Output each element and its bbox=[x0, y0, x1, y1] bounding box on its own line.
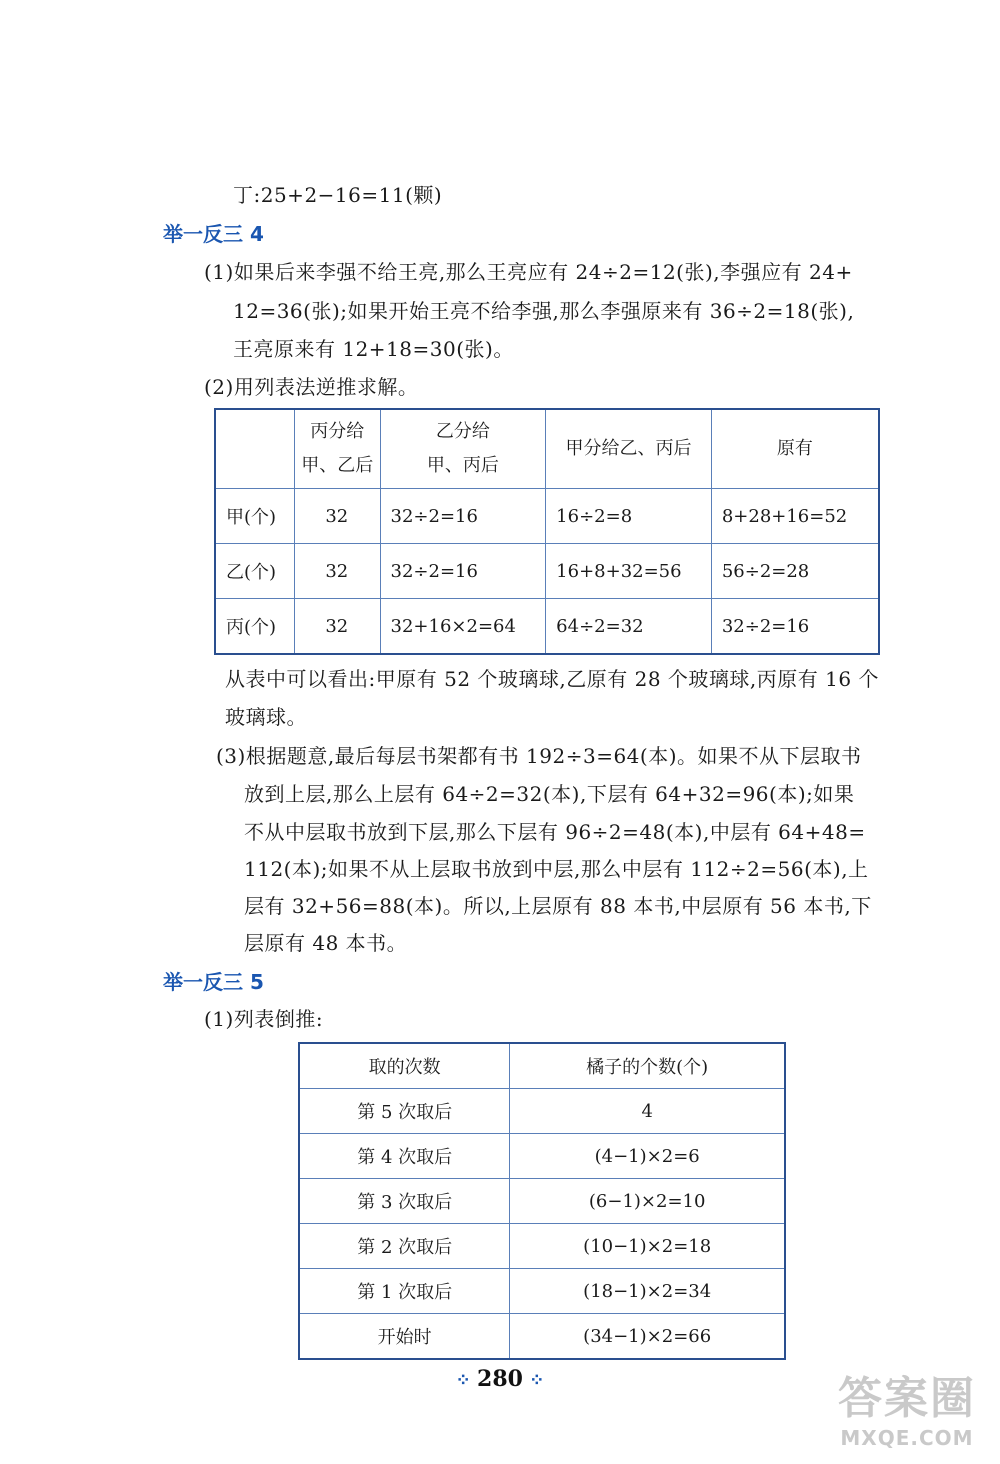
table-row bbox=[299, 1179, 785, 1224]
table-header-row bbox=[299, 1043, 785, 1089]
top-answer-line: 丁:25+2−16=11(颗) bbox=[233, 183, 443, 207]
table-cell: 32÷2=16 bbox=[711, 599, 879, 655]
table-row bbox=[215, 599, 879, 655]
conclusion-line-1: 从表中可以看出:甲原有 52 个玻璃球,乙原有 28 个玻璃球,丙原有 16 个 bbox=[225, 667, 879, 691]
table-cell: 32 bbox=[295, 599, 380, 655]
table-header-cell: 乙分给 甲、丙后 bbox=[380, 409, 546, 489]
table-header-cell: 原有 bbox=[711, 409, 879, 489]
table-header-cell: 橘子的个数(个) bbox=[510, 1043, 785, 1089]
row-label: 乙(个) bbox=[215, 544, 295, 599]
table-row bbox=[215, 489, 879, 544]
section-4-p1-line-3: 王亮原来有 12+18=30(张)。 bbox=[233, 337, 514, 361]
table-cell: 第 2 次取后 bbox=[299, 1224, 510, 1269]
table-cell: 第 1 次取后 bbox=[299, 1269, 510, 1314]
table-row bbox=[215, 544, 879, 599]
section-4-p3-line-2: 放到上层,那么上层有 64÷2=32(本),下层有 64+32=96(本);如果 bbox=[244, 782, 855, 806]
table-cell: 第 5 次取后 bbox=[299, 1089, 510, 1134]
page-number: ⁘ 280 ⁘ bbox=[455, 1366, 545, 1392]
table-cell: 16+8+32=56 bbox=[546, 544, 712, 599]
row-label: 甲(个) bbox=[215, 489, 295, 544]
table-cell: 32÷2=16 bbox=[380, 489, 546, 544]
reverse-reasoning-table bbox=[214, 408, 880, 655]
section-5-heading: 举一反三 5 bbox=[163, 970, 264, 994]
table-cell: 第 3 次取后 bbox=[299, 1179, 510, 1224]
table-cell: 第 4 次取后 bbox=[299, 1134, 510, 1179]
table-header-row bbox=[215, 409, 879, 489]
table-cell: 开始时 bbox=[299, 1314, 510, 1360]
row-label: 丙(个) bbox=[215, 599, 295, 655]
table-cell: 32÷2=16 bbox=[380, 544, 546, 599]
section-4-p1-line-2: 12=36(张);如果开始王亮不给李强,那么李强原来有 36÷2=18(张), bbox=[233, 299, 855, 323]
section-4-p3-line-3: 不从中层取书放到下层,那么下层有 96÷2=48(本),中层有 64+48= bbox=[244, 820, 866, 844]
table-cell: 56÷2=28 bbox=[711, 544, 879, 599]
table-row bbox=[299, 1134, 785, 1179]
table-cell: (18−1)×2=34 bbox=[510, 1269, 785, 1314]
table-header-cell bbox=[215, 409, 295, 489]
watermark-logo: 答案圈 MXQE.COM bbox=[838, 1373, 976, 1450]
section-4-p2: (2)用列表法逆推求解。 bbox=[204, 375, 419, 399]
table-cell: 32+16×2=64 bbox=[380, 599, 546, 655]
section-4-p3-line-4: 112(本);如果不从上层取书放到中层,那么中层有 112÷2=56(本),上 bbox=[244, 857, 869, 881]
table-cell: 4 bbox=[510, 1089, 785, 1134]
table-row bbox=[299, 1269, 785, 1314]
table-row bbox=[299, 1314, 785, 1360]
table-header-cell: 甲分给乙、丙后 bbox=[546, 409, 712, 489]
table-row bbox=[299, 1089, 785, 1134]
decor-dots-icon: ⁘ bbox=[522, 1370, 545, 1391]
table-header-cell: 丙分给 甲、乙后 bbox=[295, 409, 380, 489]
section-4-p3-line-6: 层原有 48 本书。 bbox=[244, 931, 408, 955]
conclusion-line-2: 玻璃球。 bbox=[225, 705, 307, 729]
table-cell: (34−1)×2=66 bbox=[510, 1314, 785, 1360]
table-header-cell: 取的次数 bbox=[299, 1043, 510, 1089]
table-cell: 64÷2=32 bbox=[546, 599, 712, 655]
table-cell: 32 bbox=[295, 489, 380, 544]
table-row bbox=[299, 1224, 785, 1269]
section-4-p3-line-5: 层有 32+56=88(本)。所以,上层原有 88 本书,中层原有 56 本书,下 bbox=[244, 894, 872, 918]
decor-dots-icon: ⁘ bbox=[455, 1370, 478, 1391]
table-cell: 16÷2=8 bbox=[546, 489, 712, 544]
table-cell: 8+28+16=52 bbox=[711, 489, 879, 544]
section-5-p1: (1)列表倒推: bbox=[204, 1007, 324, 1031]
table-cell: (6−1)×2=10 bbox=[510, 1179, 785, 1224]
oranges-table bbox=[298, 1042, 786, 1360]
section-4-p3-line-1: (3)根据题意,最后每层书架都有书 192÷3=64(本)。如果不从下层取书 bbox=[216, 744, 862, 768]
table-cell: (4−1)×2=6 bbox=[510, 1134, 785, 1179]
table-cell: 32 bbox=[295, 544, 380, 599]
section-4-heading: 举一反三 4 bbox=[163, 222, 264, 246]
table-cell: (10−1)×2=18 bbox=[510, 1224, 785, 1269]
section-4-p1-line-1: (1)如果后来李强不给王亮,那么王亮应有 24÷2=12(张),李强应有 24+ bbox=[204, 260, 853, 284]
